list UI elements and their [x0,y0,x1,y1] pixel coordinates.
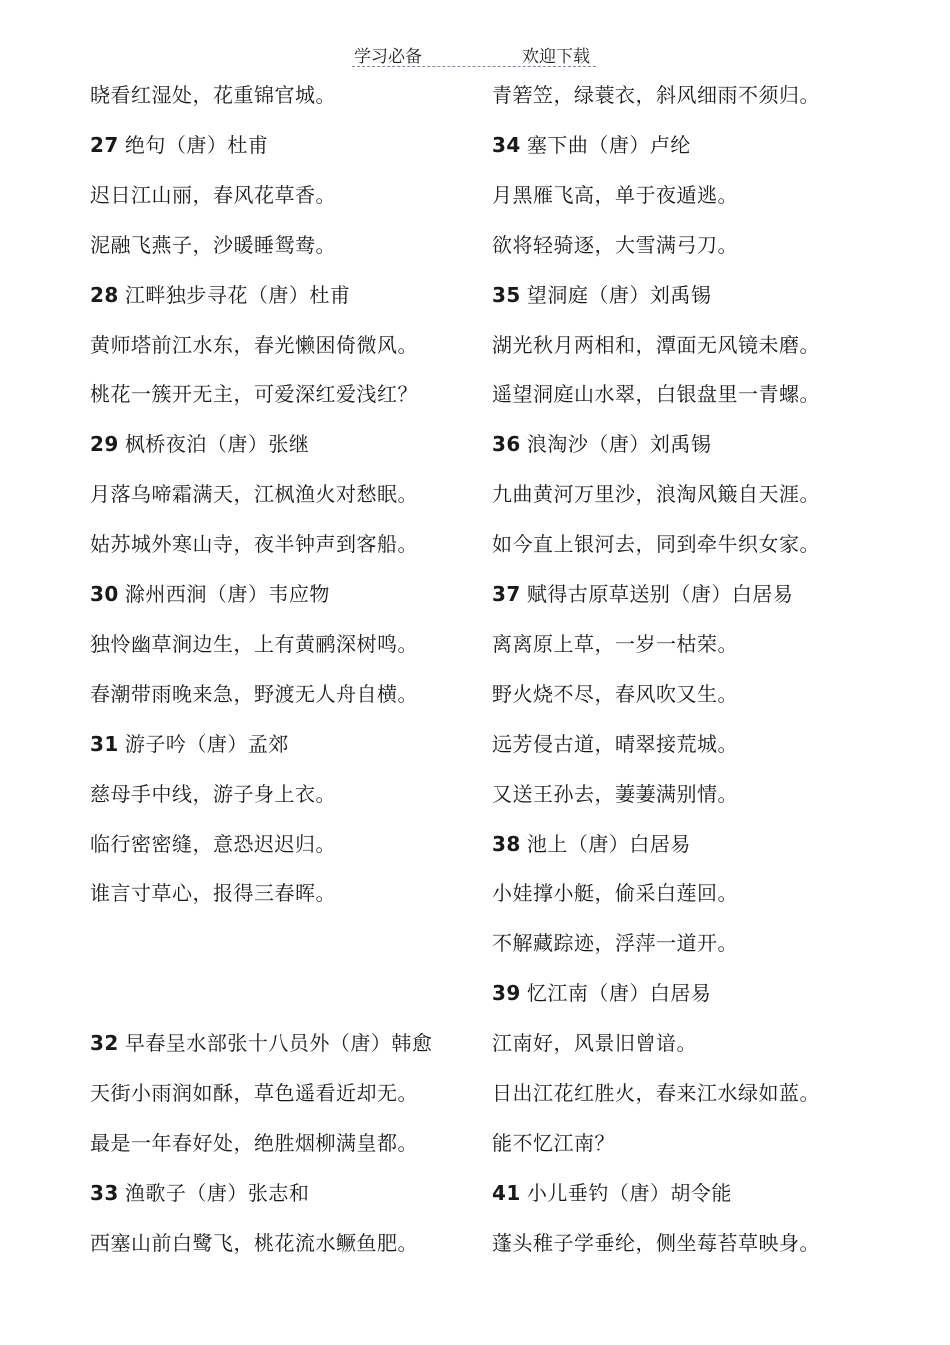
poem-title-text: 池上（唐）白居易 [526,831,691,856]
poem-number: 38 [492,831,521,856]
poem-number: 33 [90,1180,119,1205]
poem-verse-line: 西塞山前白鹭飞，桃花流水鳜鱼肥。 [90,1230,418,1255]
poem-number: 41 [492,1180,521,1205]
poem-verse-line: 临行密密缝，意恐迟迟归。 [90,831,336,856]
poem-title-text: 塞下曲（唐）卢纶 [526,132,691,157]
poem-number: 32 [90,1031,119,1056]
poem-title-text: 绝句（唐）杜甫 [124,132,269,157]
poem-title-text: 早春呈水部张十八员外（唐）韩愈 [124,1031,433,1056]
poem-title-text: 游子吟（唐）孟郊 [124,731,289,756]
poem-title [492,819,691,869]
poem-verse-line: 湖光秋月两相和，潭面无风镜未磨。 [492,332,820,357]
poem-number: 35 [492,282,521,307]
poem-number: 30 [90,582,119,606]
poem-verse-line: 天街小雨润如酥，草色遥看近却无。 [90,1081,418,1105]
poem-title-text: 望洞庭（唐）刘禹锡 [526,282,712,307]
poem-verse-line: 慈母手中线，游子身上衣。 [90,781,336,806]
poem-title [90,120,268,170]
poem-number: 28 [90,282,119,307]
poem-number: 27 [90,132,119,157]
poem-verse-line: 离离原上草，一岁一枯荣。 [492,631,738,656]
poem-title [90,1018,432,1068]
poem-number: 36 [492,432,521,457]
poem-verse-line: 野火烧不尽，春风吹又生。 [492,681,738,706]
poem-verse-line: 如今直上银河去，同到牵牛织女家。 [492,532,820,557]
poem-title-text: 滁州西涧（唐）韦应物 [124,582,330,606]
poem-verse-line: 月落乌啼霜满天，江枫渔火对愁眠。 [90,482,418,507]
poem-verse-line: 迟日江山丽，春风花草香。 [90,182,336,207]
poem-title-text: 枫桥夜泊（唐）张继 [124,432,310,457]
poem-title [90,270,350,320]
poem-verse-line: 不解藏踪迹，浮萍一道开。 [492,931,738,956]
poem-verse-line: 小娃撑小艇，偷采白莲回。 [492,881,738,906]
poem-verse-line: 遥望洞庭山水翠，白银盘里一青螺。 [492,382,820,407]
poem-verse-line: 泥融飞燕子，沙暖睡鸳鸯。 [90,232,336,257]
poem-title [90,569,330,619]
poem-verse-line: 远芳侵古道，晴翠接荒城。 [492,731,738,756]
poem-title-text: 渔歌子（唐）张志和 [124,1180,310,1205]
header-left-text: 学习必备 [354,47,422,67]
poem-title-text: 江畔独步寻花（唐）杜甫 [124,282,351,307]
poem-title [492,569,793,619]
poem-title-text: 忆江南（唐）白居易 [526,981,712,1006]
poem-title-text: 浪淘沙（唐）刘禹锡 [526,432,712,457]
poem-title [492,270,711,320]
poem-number: 31 [90,731,119,756]
header-right-text: 欢迎下载 [522,47,590,67]
poem-title [492,419,711,469]
poem-verse-line: 晓看红湿处，花重锦官城。 [90,83,336,107]
poem-verse-line: 月黑雁飞高，单于夜遁逃。 [492,182,738,207]
poem-number: 29 [90,432,119,457]
poem-verse-line: 能不忆江南？ [492,1130,615,1155]
poem-title [90,719,289,769]
poem-number: 34 [492,132,521,157]
poem-title [90,1168,309,1218]
poem-title [90,419,309,469]
poem-number: 37 [492,582,521,606]
poem-verse-line: 日出江花红胜火，春来江水绿如蓝。 [492,1081,820,1105]
poem-verse-line: 谁言寸草心，报得三春晖。 [90,881,336,906]
poem-verse-line: 九曲黄河万里沙，浪淘风簸自天涯。 [492,482,820,507]
poem-verse-line: 桃花一簇开无主，可爱深红爱浅红？ [90,382,418,407]
poem-title-text: 小儿垂钓（唐）胡令能 [526,1180,732,1205]
poem-title [492,968,711,1018]
poem-title-text: 赋得古原草送别（唐）白居易 [526,582,794,606]
poem-number: 39 [492,981,521,1006]
poem-verse-line: 欲将轻骑逐，大雪满弓刀。 [492,232,738,257]
page-header [352,40,596,67]
poem-verse-line: 又送王孙去，萋萋满别情。 [492,781,738,806]
poem-title [492,120,691,170]
poem-verse-line: 青箬笠，绿蓑衣，斜风细雨不须归。 [492,83,820,107]
poem-verse-line: 最是一年春好处，绝胜烟柳满皇都。 [90,1130,418,1155]
poem-title [492,1168,732,1218]
poem-verse-line: 黄师塔前江水东，春光懒困倚微风。 [90,332,418,357]
poem-verse-line: 蓬头稚子学垂纶，侧坐莓苔草映身。 [492,1230,820,1255]
poem-verse-line: 姑苏城外寒山寺，夜半钟声到客船。 [90,532,418,557]
poem-verse-line: 独怜幽草涧边生，上有黄鹂深树鸣。 [90,631,418,656]
poem-verse-line: 春潮带雨晚来急，野渡无人舟自横。 [90,681,418,706]
poem-verse-line: 江南好，风景旧曾谙。 [492,1031,697,1056]
